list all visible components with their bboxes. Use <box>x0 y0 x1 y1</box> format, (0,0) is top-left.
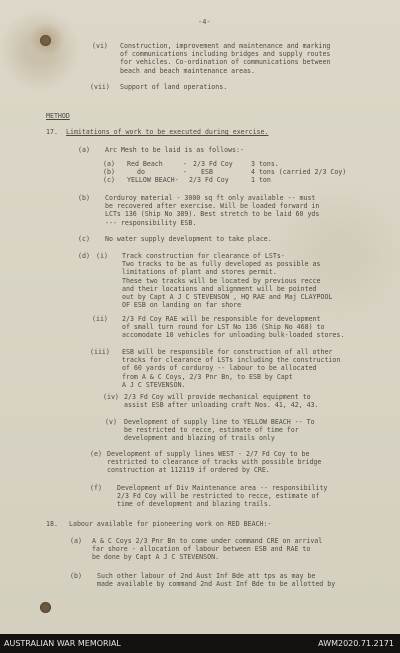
para-d-number: (d) <box>78 252 90 260</box>
para-17-title: Limitations of work to be executed during exercise. <box>66 128 269 136</box>
para-17-number: 17. <box>46 128 58 136</box>
para-18b-text: Such other labour of 2nd Aust Inf Bde att tps as may be made available by command 2nd Aust Inf Bde to be allotted by <box>97 572 336 589</box>
item-d-ii-text: 2/3 Fd Coy RAE will be responsible for development of small turn round for LST No 136 (Ship No 468) to accomodate 10 vehicles for unloading bulk-loaded stores. <box>122 315 345 340</box>
item-d-i-text: Track construction for clearance of LSTs- Two tracks to be as fully developed as possible as limitations of plant and stores permit. These two tracks will be located by previous recce and their locations and alignment will be pointed out by Capt A J C STEVENSON , HQ RAE and Maj CLAYPOOL OF ESB on landing on far shore <box>122 252 333 310</box>
para-f-text: Development of Div Maintenance area -- responsibility 2/3 Fd Coy will be restricted to recce, estimate of time of development and blazing trails. <box>117 484 328 509</box>
para-18a-text: A & C Coys 2/3 Pnr Bn to come under command CRE on arrival far shore - allocation of labour between ESB and RAE to be done by Capt A J C STEVENSON. <box>92 537 323 562</box>
para-c-text: No water supply development to take place. <box>105 235 272 243</box>
item-d-iv-text: 2/3 Fd Coy will provide mechanical equipment to assist ESB after unloading craft Nos. 41, 42, 43. <box>124 393 319 410</box>
arc-mesh-row: (b) do - ESB 4 tons (carried 2/3 Coy) <box>103 168 347 177</box>
item-vii-number: (vii) <box>90 83 110 91</box>
arc-mesh-table <box>103 160 383 185</box>
para-18-number: 18. <box>46 520 58 528</box>
item-d-v-text: Development of supply line to YELLOW BEACH -- To be restricted to recce, estimate of time for development and blazing of trails only <box>124 418 315 443</box>
footer-institution: AUSTRALIAN WAR MEMORIAL <box>4 639 121 648</box>
para-18a-number: (a) <box>70 537 82 545</box>
arc-mesh-row: (c) YELLOW BEACH- 2/3 Fd Coy 1 ton <box>103 176 271 185</box>
rust-stain <box>30 22 64 56</box>
punch-hole-bottom <box>40 602 51 613</box>
para-a-number: (a) <box>78 146 90 154</box>
item-d-iii-number: (iii) <box>90 348 110 356</box>
item-vi-number: (vi) <box>92 42 108 50</box>
page-number: -4- <box>198 18 211 26</box>
item-vi-text: Construction, improvement and maintenance and marking of communications including bridges and supply routes for vehicles. Co-ordination of communications between beach and beach maintenance areas. <box>120 42 331 75</box>
item-d-ii-number: (ii) <box>92 315 108 323</box>
para-18-title: Labour available for pioneering work on RED BEACH:- <box>69 520 272 528</box>
para-a-lead: Arc Mesh to be laid is as follows:- <box>105 146 244 154</box>
para-c-number: (c) <box>78 235 90 243</box>
para-18b-number: (b) <box>70 572 82 580</box>
footer-accession-number: AWM2020.71.2171 <box>318 639 394 648</box>
para-f-number: (f) <box>90 484 102 492</box>
para-e-text: Development of supply lines WEST - 2/7 Fd Coy to be restricted to clearance of tracks with possible bridge construction at 112119 if ordered by CRE. <box>107 450 322 475</box>
item-d-v-number: (v) <box>105 418 117 426</box>
para-e-number: (e) <box>90 450 102 458</box>
para-b-number: (b) <box>78 194 90 202</box>
item-d-iv-number: (iv) <box>103 393 119 401</box>
item-d-iii-text: ESB will be responsible for construction of all other tracks for clearance of LSTs including the construction of 60 yards of corduroy -- labour to be allocated from A & C Coys, 2/3 Pnr Bn, to ESB by Capt A J C STEVENSON. <box>122 348 341 389</box>
arc-mesh-row: (a) Red Beach - 2/3 Fd Coy 3 tons. <box>103 160 279 168</box>
para-b-text: Corduroy material - 3000 sq ft only available -- must be recovered after exercise. Will be loaded forward in LCTs 136 (Ship No 389). Best stretch to be laid 60 yds --- responsibility ESB. <box>105 194 320 227</box>
item-vii-text: Support of land operations. <box>120 83 228 91</box>
archive-footer <box>0 634 400 653</box>
item-d-i-number: (i) <box>96 252 108 260</box>
section-heading: METHOD <box>46 112 70 120</box>
